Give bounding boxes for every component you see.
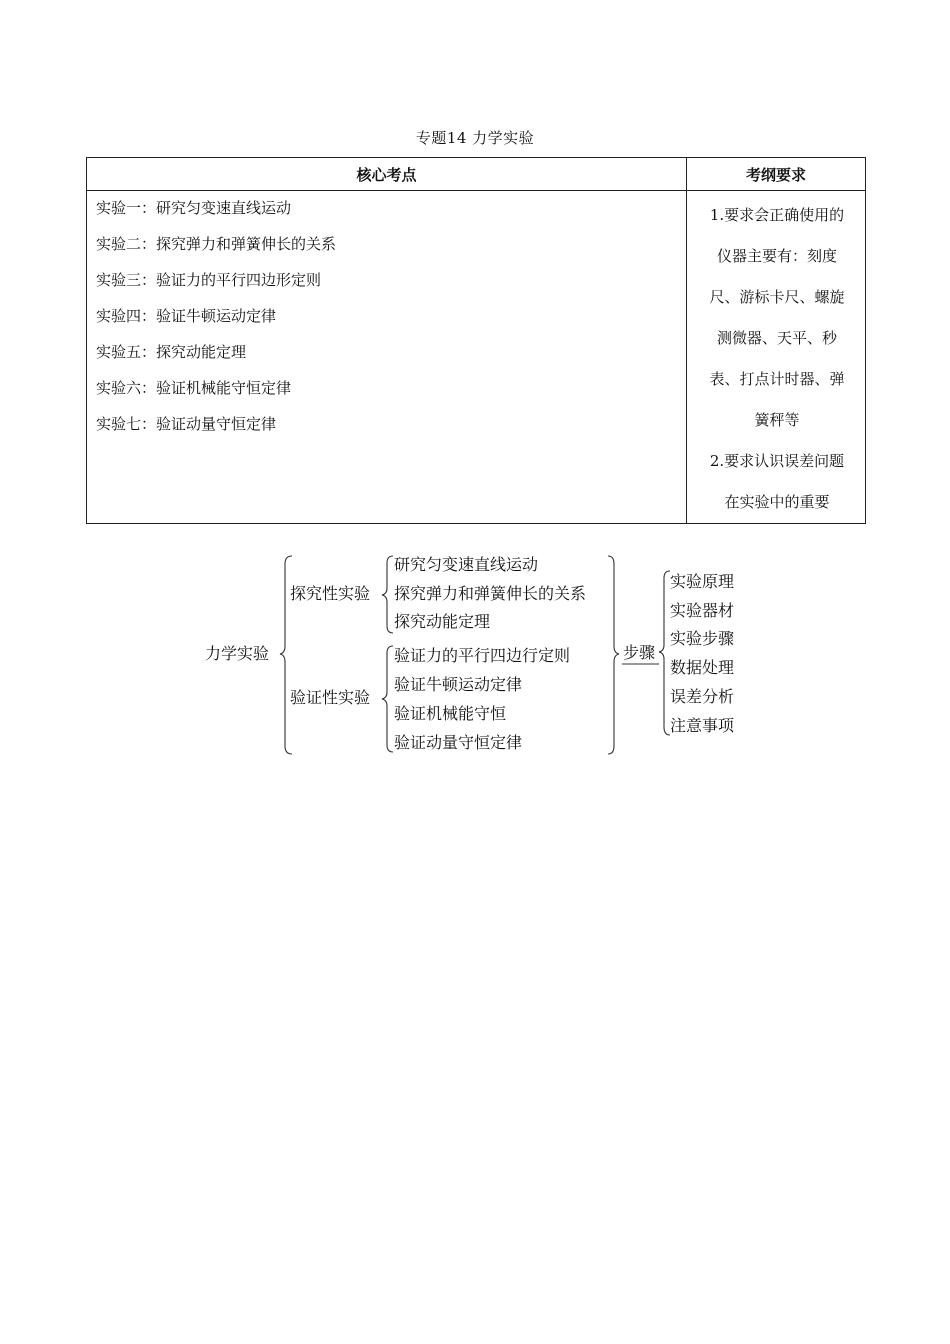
header-requirements: 考纲要求 <box>687 158 866 191</box>
requirement-line: 尺、游标卡尺、螺旋 <box>709 288 845 306</box>
verify-item: 验证动量守恒定律 <box>394 733 523 752</box>
verify-brace <box>382 646 393 752</box>
core-point-item: 实验四：验证牛顿运动定律 <box>96 307 277 325</box>
explore-item: 研究匀变速直线运动 <box>394 555 539 574</box>
verify-item: 验证牛顿运动定律 <box>394 675 523 694</box>
core-point-item: 实验七：验证动量守恒定律 <box>96 415 277 433</box>
step-item: 实验器材 <box>670 601 735 620</box>
root-label: 力学实验 <box>205 644 270 663</box>
requirement-line: 测微器、天平、秒 <box>716 329 837 347</box>
steps-brace <box>659 571 670 735</box>
core-point-item: 实验一：研究匀变速直线运动 <box>96 199 292 217</box>
closing-brace <box>608 556 619 754</box>
step-item: 实验步骤 <box>670 629 735 648</box>
core-point-item: 实验五：探究动能定理 <box>96 343 247 361</box>
explore-item: 探究动能定理 <box>394 612 491 631</box>
header-core-points: 核心考点 <box>87 158 687 191</box>
explore-item: 探究弹力和弹簧伸长的关系 <box>394 584 587 603</box>
verify-label: 验证性实验 <box>290 688 371 707</box>
core-point-item: 实验六：验证机械能守恒定律 <box>96 379 292 397</box>
requirement-line: 2.要求认识误差问题 <box>709 452 845 470</box>
core-point-item: 实验二：探究弹力和弹簧伸长的关系 <box>96 235 337 253</box>
requirement-line: 簧秤等 <box>754 411 800 429</box>
step-item: 误差分析 <box>670 687 735 706</box>
explore-brace <box>382 556 393 633</box>
step-item: 实验原理 <box>670 572 735 591</box>
document-title: 专题14 力学实验 <box>415 129 535 147</box>
requirement-line: 表、打点计时器、弹 <box>709 370 845 388</box>
step-item: 注意事项 <box>670 716 735 735</box>
explore-label: 探究性实验 <box>290 584 371 603</box>
core-point-item: 实验三：验证力的平行四边形定则 <box>96 271 322 289</box>
requirement-line: 在实验中的重要 <box>724 493 830 511</box>
requirement-line: 仪器主要有：刻度 <box>716 247 837 265</box>
steps-label: 步骤 <box>623 643 656 662</box>
requirement-line: 1.要求会正确使用的 <box>709 206 845 224</box>
step-item: 数据处理 <box>670 658 735 677</box>
verify-item: 验证机械能守恒 <box>394 704 507 723</box>
verify-item: 验证力的平行四边行定则 <box>394 646 571 665</box>
